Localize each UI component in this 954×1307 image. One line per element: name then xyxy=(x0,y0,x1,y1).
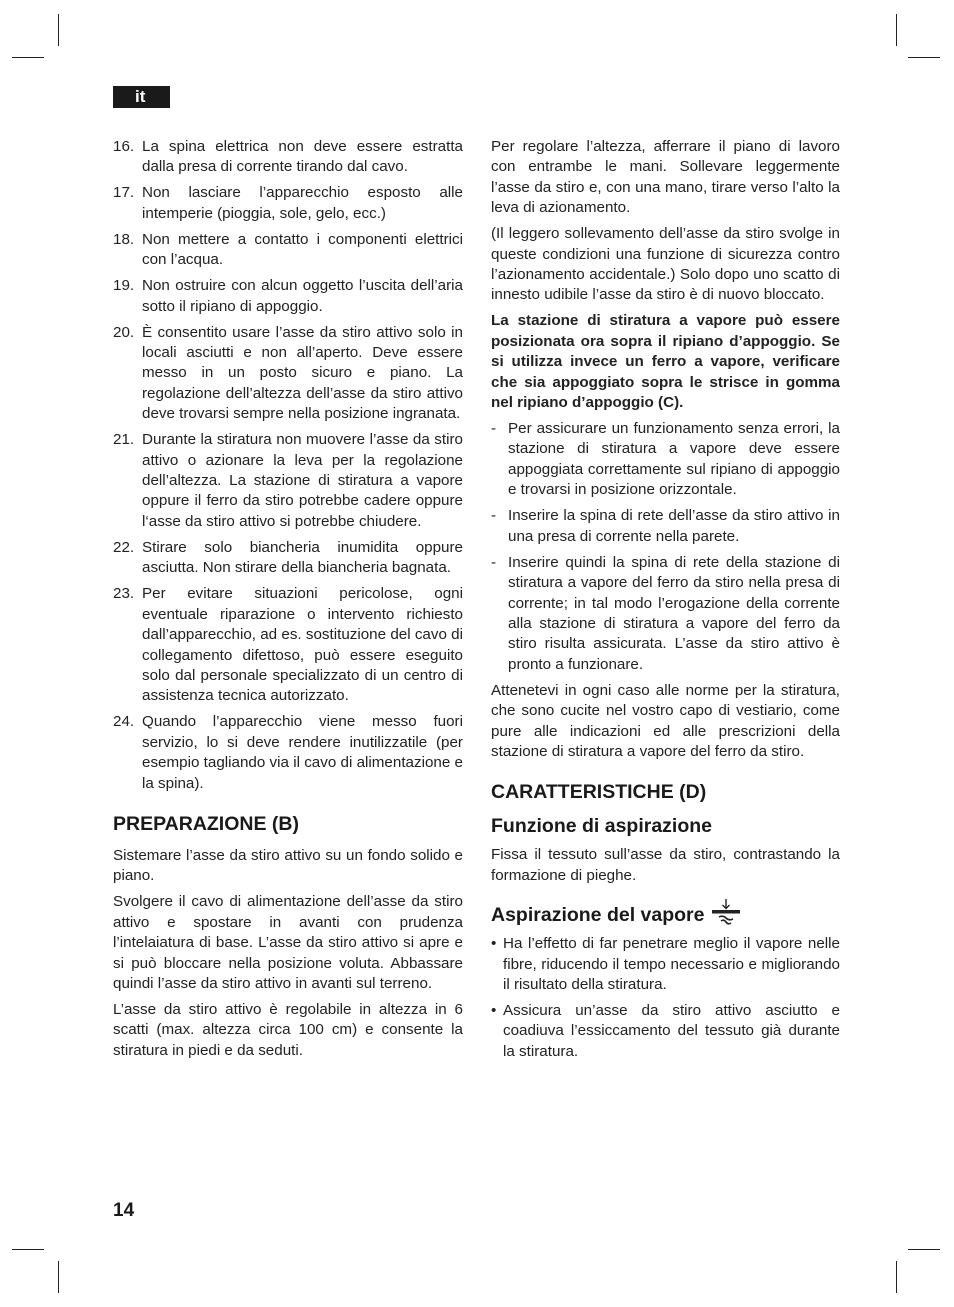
instruction-list xyxy=(491,419,840,675)
section-heading-preparation: PREPARAZIONE (B) xyxy=(113,812,299,835)
crop-mark xyxy=(896,1261,897,1293)
list-item: 23. Per evitare situazioni pericolose, ogni eventuale riparazione o intervento richiesto dall’apparecchio, ad es. sostituzione del cavo di collegamento difettoso, può essere eseguito solo dal personale specializzato di un centro di assistenza tecnica autorizzato. xyxy=(113,585,463,705)
list-item: 16. La spina elettrica non deve essere estratta dalla presa di corrente tirando dal cavo. xyxy=(113,138,463,176)
bold-note: La stazione di stiratura a vapore può essere posizionata ora sopra il ripiano d’appoggio. Se si utilizza invece un ferro a vapore, verificare che sia appoggiato sopra le strisce in gomma nel ripiano d’appoggio (C). xyxy=(491,312,840,412)
crop-mark xyxy=(58,14,59,46)
list-item: - Inserire la spina di rete dell’asse da stiro attivo in una presa di corrente nella parete. xyxy=(491,507,840,545)
paragraph: Svolgere il cavo di alimentazione dell’asse da stiro attivo e spostare in avanti con prudenza l’intelaiatura di base. L’asse da stiro attivo si apre e si può bloccare nella posizione voluta. Abbassare quindi l’asse da stiro attivo in avanti sul terreno. xyxy=(113,893,463,992)
subheading-aspiration: Funzione di aspirazione xyxy=(491,815,713,838)
paragraph: Sistemare l’asse da stiro attivo su un fondo solido e piano. xyxy=(113,846,463,885)
paragraph: (Il leggero sollevamento dell’asse da stiro svolge in queste condizioni una funzione di sicurezza contro l’azionamento accidentale.) Solo dopo uno scatto di innesto udibile l’asse da stiro è di nuovo bloccato. xyxy=(491,225,840,304)
list-item: 20. È consentito usare l’asse da stiro attivo solo in locali asciutti e non all’aperto. Deve essere messo in un posto sicuro e piano. La regolazione dell’altezza dell’asse da stiro attivo deve trovarsi sempre nella posizione ingranata. xyxy=(113,323,463,423)
crop-mark xyxy=(908,1249,940,1250)
list-item: 17. Non lasciare l’apparecchio esposto alle intemperie (pioggia, sole, gelo, ecc.) xyxy=(113,184,463,222)
crop-mark xyxy=(12,57,44,58)
crop-mark xyxy=(12,1249,44,1250)
safety-list xyxy=(113,137,463,794)
crop-mark xyxy=(896,14,897,46)
list-item: 22. Stirare solo biancheria inumidita oppure asciutta. Non stirare della biancheria bagnata. xyxy=(113,538,463,577)
list-item: 18. Non mettere a contatto i componenti elettrici con l’acqua. xyxy=(113,230,463,269)
list-item: - Per assicurare un funzionamento senza errori, la stazione di stiratura a vapore deve essere appoggiata correttamente sul ripiano di appoggio e trovarsi in posizione orizzontale. xyxy=(491,420,840,499)
list-item: • Assicura un’asse da stiro attivo asciutto e coadiuva l’essiccamento del tessuto già durante la stiratura. xyxy=(491,1001,840,1060)
right-column xyxy=(491,137,840,1068)
crop-mark xyxy=(908,57,940,58)
left-column xyxy=(113,137,463,1067)
subheading-steam-suction: Aspirazione del vapore xyxy=(491,897,840,927)
list-item: 19. Non ostruire con alcun oggetto l’uscita dell’aria sotto il ripiano di appoggio. xyxy=(113,277,463,315)
paragraph: L’asse da stiro attivo è regolabile in altezza in 6 scatti (max. altezza circa 100 cm) e consente la stiratura in piedi e da seduti. xyxy=(113,1000,463,1059)
page-number: 14 xyxy=(113,1200,135,1221)
list-item: • Ha l’effetto di far penetrare meglio il vapore nelle fibre, riducendo il tempo necessario e migliorando il risultato della stiratura. xyxy=(491,935,840,993)
paragraph: Attenetevi in ogni caso alle norme per la stiratura, che sono cucite nel vostro capo di vestiario, come pure alle indicazioni ed alle prescrizioni della stazione di stiratura a vapore del ferro da stiro. xyxy=(491,681,840,760)
section-heading-features: CARATTERISTICHE (D) xyxy=(491,781,707,804)
list-item: - Inserire quindi la spina di rete della stazione di stiratura a vapore del ferro da stiro nella presa di corrente; in tal modo l’erogazione della corrente alla stazione di stiratura a vapore del ferro da stiro risulta assicurata. L’asse da stiro attivo è pronto a funzionare. xyxy=(491,553,840,673)
paragraph: Per regolare l’altezza, afferrare il piano di lavoro con entrambe le mani. Sollevare leggermente l’asse da stiro e, con una mano, tirare verso l’alto la leva di azionamento. xyxy=(491,138,840,217)
benefit-list xyxy=(491,934,840,1062)
crop-mark xyxy=(58,1261,59,1293)
paragraph: Fissa il tessuto sull’asse da stiro, contrastando la formazione di pieghe. xyxy=(491,846,840,884)
list-item: 21. Durante la stiratura non muovere l’asse da stiro attivo o azionare la leva per la regolazione dell’altezza. La stazione di stiratura a vapore oppure il ferro da stiro potrebbe cadere oppure l‘asse da stiro attivo si potrebbe chiudere. xyxy=(113,431,463,530)
language-tab: it xyxy=(113,86,170,108)
steam-suction-icon xyxy=(709,897,743,927)
list-item: 24. Quando l’apparecchio viene messo fuori servizio, lo si deve rendere inutilizzatile (per esempio tagliando via il cavo di alimentazione e la spina). xyxy=(113,713,463,792)
